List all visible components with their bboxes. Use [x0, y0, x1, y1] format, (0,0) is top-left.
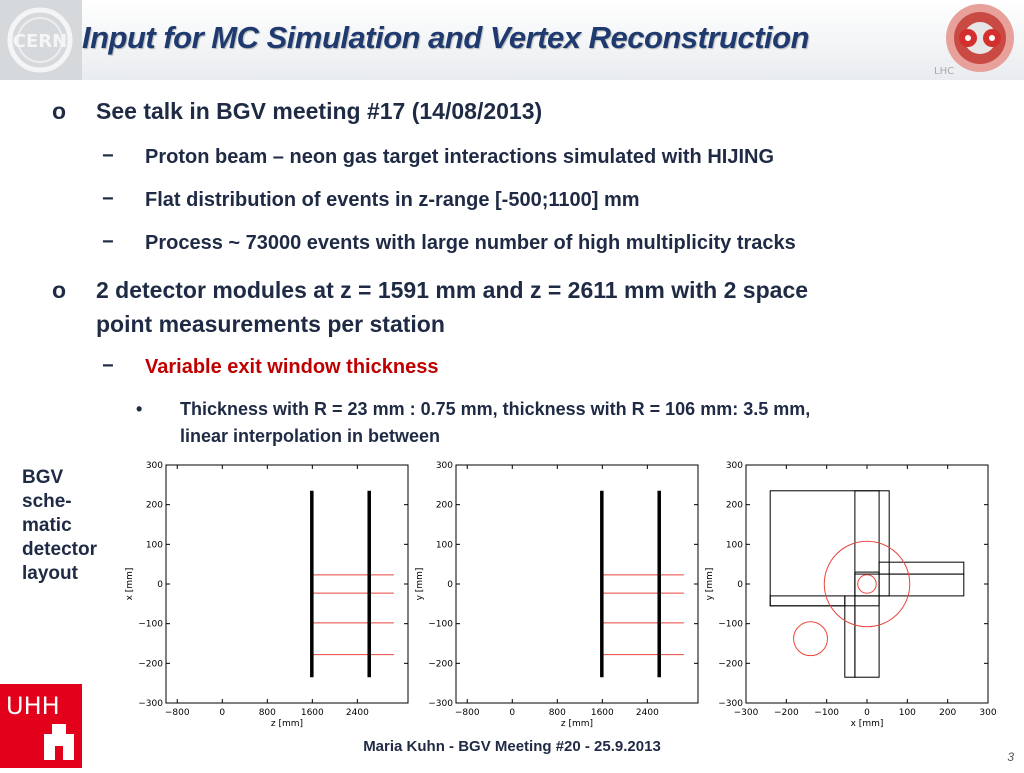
y-tick-label: 0	[447, 580, 453, 590]
bullet-proton-beam: Proton beam – neon gas target interactions simulated with HIJING	[145, 146, 775, 168]
cern-logo-text: CERN	[12, 31, 68, 52]
side-label-line: detector	[22, 539, 97, 560]
x-tick-label: 200	[939, 708, 957, 718]
uhh-logo-text: UHH	[6, 692, 60, 720]
lhc-logo-graphic	[932, 0, 1024, 80]
y-tick-label: −300	[428, 699, 453, 709]
side-label	[22, 466, 97, 586]
x-axis-label: z [mm]	[560, 719, 594, 729]
y-axis-label: y [mm]	[705, 567, 715, 601]
uhh-logo	[0, 684, 82, 768]
x-axis-label: z [mm]	[270, 719, 304, 729]
bullet-marker: o	[52, 98, 67, 124]
x-tick-label: 1600	[590, 708, 614, 718]
y-tick-label: 200	[725, 500, 743, 511]
y-tick-label: −100	[138, 619, 163, 630]
x-axis-label: x [mm]	[850, 719, 884, 729]
x-tick-label: 2400	[635, 708, 659, 718]
bullet-thickness-line1: Thickness with R = 23 mm : 0.75 mm, thickness with R = 106 mm: 3.5 mm,	[180, 399, 811, 419]
bullet-detector-modules-line1: 2 detector modules at z = 1591 mm and z = 2611 mm with 2 space	[96, 277, 809, 303]
x-tick-label: 800	[258, 708, 276, 718]
x-tick-label: −200	[773, 708, 799, 718]
y-tick-label: −300	[138, 699, 163, 709]
y-tick-label: −100	[718, 619, 743, 630]
y-tick-label: 0	[737, 580, 743, 590]
bullet-marker: −	[102, 355, 114, 377]
x-tick-label: 2400	[345, 708, 369, 718]
x-tick-label: −800	[164, 708, 190, 718]
bullet-process-events: Process ~ 73000 events with large number of high multiplicity tracks	[145, 232, 796, 254]
bullet-marker: •	[136, 399, 143, 419]
plot-zx-projection	[118, 456, 412, 732]
bullet-detector-modules-line2: point measurements per station	[96, 311, 445, 337]
y-tick-label: 300	[435, 461, 453, 471]
plot-xy-projection	[698, 456, 998, 732]
x-tick-label: 800	[548, 708, 566, 718]
page-number: 3	[1007, 750, 1014, 764]
slide-title: Input for MC Simulation and Vertex Reconstruction	[82, 20, 810, 55]
y-tick-label: 300	[145, 461, 163, 471]
y-tick-label: −200	[138, 659, 163, 670]
y-tick-label: 100	[435, 540, 453, 551]
side-label-line: BGV	[22, 467, 64, 488]
bullet-exit-window: Variable exit window thickness	[145, 356, 439, 378]
y-tick-label: 100	[725, 540, 743, 551]
y-axis-label: y [mm]	[415, 567, 425, 601]
bullet-marker: −	[102, 231, 114, 253]
x-tick-label: −800	[454, 708, 480, 718]
x-tick-label: 1600	[300, 708, 324, 718]
cern-logo-graphic	[0, 0, 82, 80]
lhc-logo	[932, 0, 1024, 80]
y-tick-label: 200	[435, 500, 453, 511]
y-tick-label: 100	[145, 540, 163, 551]
lhc-logo-text: LHC	[934, 66, 955, 77]
y-tick-label: 200	[145, 500, 163, 511]
plot-frame	[456, 465, 698, 703]
side-label-line: matic	[22, 515, 72, 536]
y-tick-label: −200	[718, 659, 743, 670]
y-tick-label: −300	[718, 699, 743, 709]
x-tick-label: 0	[864, 708, 870, 718]
bullet-marker: −	[102, 145, 114, 167]
x-tick-label: 0	[219, 708, 226, 718]
bullet-bgv-talk: See talk in BGV meeting #17 (14/08/2013)	[96, 98, 543, 124]
cern-logo	[0, 0, 82, 80]
plot-zy-projection	[408, 456, 702, 732]
x-tick-label: 300	[979, 708, 997, 718]
uhh-logo-graphic	[0, 684, 82, 768]
x-tick-label: 0	[509, 708, 516, 718]
bullet-marker: −	[102, 188, 114, 210]
y-axis-label: x [mm]	[125, 567, 135, 601]
slide-footer: Maria Kuhn - BGV Meeting #20 - 25.9.2013	[363, 738, 661, 755]
x-tick-label: −300	[733, 708, 759, 718]
bullet-flat-distribution: Flat distribution of events in z-range [-500;1100] mm	[145, 189, 640, 211]
plot-frame	[746, 465, 988, 703]
side-label-line: sche-	[22, 491, 72, 512]
side-label-line: layout	[22, 563, 78, 584]
y-tick-label: −200	[428, 659, 453, 670]
y-tick-label: 300	[725, 461, 743, 471]
x-tick-label: 100	[898, 708, 916, 718]
x-tick-label: −100	[814, 708, 840, 718]
bullet-thickness-line2: linear interpolation in between	[180, 426, 441, 446]
y-tick-label: 0	[157, 580, 163, 590]
bullet-marker: o	[52, 277, 67, 303]
y-tick-label: −100	[428, 619, 453, 630]
plot-frame	[166, 465, 408, 703]
